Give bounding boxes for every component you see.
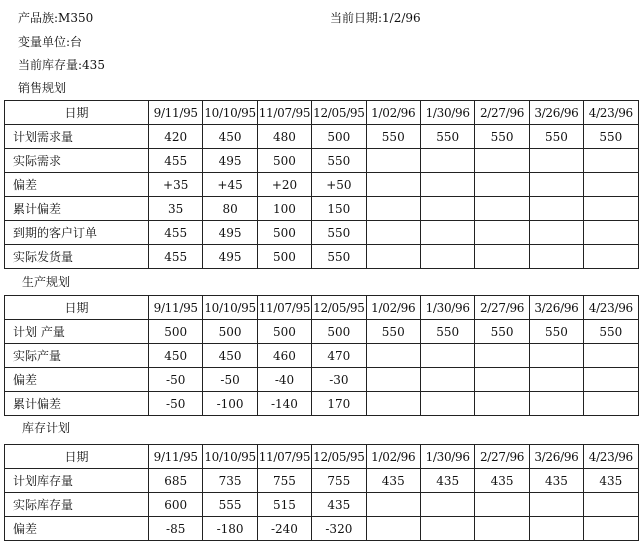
production-cell-value: 170 xyxy=(312,392,366,416)
sales-cell-value: +45 xyxy=(203,173,257,197)
sales-cell-value: 455 xyxy=(149,149,203,173)
inventory-table-row xyxy=(5,493,639,517)
production-row-label: 累计偏差 xyxy=(5,392,149,416)
sales-cell-value: +50 xyxy=(312,173,366,197)
inventory-date-column-header: 1/30/96 xyxy=(420,445,474,469)
sales-cell-value: 550 xyxy=(366,125,420,149)
production-cell-value: -50 xyxy=(203,368,257,392)
sales-cell-value xyxy=(475,173,529,197)
production-cell-value xyxy=(420,392,474,416)
sales-cell-value: 80 xyxy=(203,197,257,221)
product-family: 产品族:M350 xyxy=(18,11,94,25)
inventory-cell-value: 755 xyxy=(312,469,366,493)
production-cell-value: 500 xyxy=(257,320,311,344)
inventory-table-row xyxy=(5,469,639,493)
production-cell-value: -40 xyxy=(257,368,311,392)
sales-cell-value xyxy=(475,221,529,245)
sales-cell-value xyxy=(420,197,474,221)
inventory-date-column-header: 9/11/95 xyxy=(149,445,203,469)
sales-cell-value xyxy=(584,245,638,269)
inventory-date-column-header: 11/07/95 xyxy=(257,445,311,469)
sales-table-row xyxy=(5,245,639,269)
sales-date-header: 日期 xyxy=(5,101,149,125)
sales-cell-value xyxy=(475,197,529,221)
production-cell-value xyxy=(475,368,529,392)
sales-cell-value xyxy=(366,221,420,245)
production-date-column-header: 11/07/95 xyxy=(257,296,311,320)
sales-cell-value: 550 xyxy=(312,149,366,173)
inventory-cell-value xyxy=(475,517,529,541)
inventory-cell-value: 435 xyxy=(312,493,366,517)
sales-cell-value: +35 xyxy=(149,173,203,197)
production-date-column-header: 2/27/96 xyxy=(475,296,529,320)
production-cell-value: -100 xyxy=(203,392,257,416)
sales-table-row xyxy=(5,125,639,149)
production-cell-value: 550 xyxy=(366,320,420,344)
production-date-column-header: 3/26/96 xyxy=(529,296,583,320)
sales-cell-value xyxy=(420,173,474,197)
sales-row-label: 计划需求量 xyxy=(5,125,149,149)
production-table-row xyxy=(5,344,639,368)
sales-cell-value: 550 xyxy=(529,125,583,149)
production-cell-value xyxy=(475,344,529,368)
sales-cell-value: 35 xyxy=(149,197,203,221)
inventory-cell-value xyxy=(420,493,474,517)
production-date-column-header: 1/30/96 xyxy=(420,296,474,320)
sales-date-column-header: 2/27/96 xyxy=(475,101,529,125)
sales-cell-value: 550 xyxy=(475,125,529,149)
production-table-row xyxy=(5,320,639,344)
production-cell-value: 450 xyxy=(203,344,257,368)
production-cell-value xyxy=(584,392,638,416)
sales-cell-value: 500 xyxy=(257,221,311,245)
sales-cell-value: 480 xyxy=(257,125,311,149)
sales-cell-value: 420 xyxy=(149,125,203,149)
production-cell-value xyxy=(529,368,583,392)
sales-date-column-header: 12/05/95 xyxy=(312,101,366,125)
sales-table-row xyxy=(5,221,639,245)
production-plan-table xyxy=(4,295,639,416)
sales-cell-value xyxy=(529,149,583,173)
sales-row-label: 实际发货量 xyxy=(5,245,149,269)
inventory-cell-value: -180 xyxy=(203,517,257,541)
inventory-table-row xyxy=(5,517,639,541)
sales-cell-value xyxy=(584,173,638,197)
sales-table-row xyxy=(5,149,639,173)
inventory-row-label: 实际库存量 xyxy=(5,493,149,517)
production-cell-value: 470 xyxy=(312,344,366,368)
production-cell-value: -50 xyxy=(149,392,203,416)
sales-cell-value: +20 xyxy=(257,173,311,197)
sales-date-column-header: 10/10/95 xyxy=(203,101,257,125)
production-cell-value xyxy=(584,344,638,368)
inventory-plan-table xyxy=(4,444,639,541)
production-cell-value xyxy=(529,392,583,416)
sales-cell-value xyxy=(529,197,583,221)
production-header-row xyxy=(5,296,639,320)
inventory-cell-value xyxy=(420,517,474,541)
production-table-row xyxy=(5,392,639,416)
production-row-label: 计划 产量 xyxy=(5,320,149,344)
sales-date-column-header: 1/30/96 xyxy=(420,101,474,125)
sales-cell-value: 500 xyxy=(312,125,366,149)
sales-row-label: 偏差 xyxy=(5,173,149,197)
inventory-cell-value xyxy=(529,493,583,517)
sales-row-label: 到期的客户订单 xyxy=(5,221,149,245)
sales-cell-value: 550 xyxy=(312,245,366,269)
production-cell-value: 550 xyxy=(420,320,474,344)
sales-cell-value: 495 xyxy=(203,149,257,173)
sales-cell-value xyxy=(366,149,420,173)
inventory-header-row xyxy=(5,445,639,469)
production-cell-value xyxy=(584,368,638,392)
production-cell-value: 450 xyxy=(149,344,203,368)
sales-cell-value: 495 xyxy=(203,221,257,245)
production-cell-value xyxy=(420,368,474,392)
current-inventory: 当前库存量:435 xyxy=(18,58,105,72)
production-cell-value: 500 xyxy=(203,320,257,344)
sales-cell-value xyxy=(584,149,638,173)
production-date-column-header: 9/11/95 xyxy=(149,296,203,320)
production-cell-value: 500 xyxy=(149,320,203,344)
inventory-cell-value: 755 xyxy=(257,469,311,493)
production-plan-title: 生产规划 xyxy=(22,275,71,289)
sales-cell-value: 455 xyxy=(149,245,203,269)
production-date-column-header: 1/02/96 xyxy=(366,296,420,320)
production-cell-value: -140 xyxy=(257,392,311,416)
sales-cell-value xyxy=(420,245,474,269)
inventory-cell-value: 435 xyxy=(366,469,420,493)
inventory-cell-value xyxy=(475,493,529,517)
production-cell-value: 550 xyxy=(584,320,638,344)
inventory-date-column-header: 3/26/96 xyxy=(529,445,583,469)
sales-cell-value: 550 xyxy=(584,125,638,149)
inventory-cell-value: 735 xyxy=(203,469,257,493)
sales-cell-value xyxy=(366,245,420,269)
production-cell-value: 550 xyxy=(475,320,529,344)
sales-cell-value: 550 xyxy=(420,125,474,149)
production-table-row xyxy=(5,368,639,392)
sales-cell-value: 455 xyxy=(149,221,203,245)
inventory-cell-value: 515 xyxy=(257,493,311,517)
current-date: 当前日期:1/2/96 xyxy=(330,11,421,25)
inventory-cell-value xyxy=(584,493,638,517)
sales-cell-value: 450 xyxy=(203,125,257,149)
inventory-cell-value: 555 xyxy=(203,493,257,517)
sales-table-row xyxy=(5,173,639,197)
production-cell-value: 550 xyxy=(529,320,583,344)
inventory-cell-value xyxy=(584,517,638,541)
inventory-date-column-header: 12/05/95 xyxy=(312,445,366,469)
inventory-cell-value xyxy=(529,517,583,541)
sales-cell-value: 500 xyxy=(257,245,311,269)
sales-cell-value xyxy=(584,197,638,221)
sales-cell-value: 495 xyxy=(203,245,257,269)
inventory-date-column-header: 10/10/95 xyxy=(203,445,257,469)
sales-cell-value xyxy=(584,221,638,245)
inventory-cell-value: -320 xyxy=(312,517,366,541)
unit-label: 变量单位:台 xyxy=(18,35,83,49)
sales-cell-value xyxy=(529,221,583,245)
production-date-header: 日期 xyxy=(5,296,149,320)
inventory-date-header: 日期 xyxy=(5,445,149,469)
inventory-cell-value: 435 xyxy=(475,469,529,493)
sales-cell-value xyxy=(475,245,529,269)
inventory-cell-value: 435 xyxy=(584,469,638,493)
sales-cell-value: 500 xyxy=(257,149,311,173)
sales-date-column-header: 9/11/95 xyxy=(149,101,203,125)
sales-row-label: 实际需求 xyxy=(5,149,149,173)
sales-cell-value xyxy=(420,149,474,173)
sales-date-column-header: 3/26/96 xyxy=(529,101,583,125)
production-cell-value xyxy=(366,344,420,368)
production-cell-value: 500 xyxy=(312,320,366,344)
sales-date-column-header: 11/07/95 xyxy=(257,101,311,125)
sales-row-label: 累计偏差 xyxy=(5,197,149,221)
production-row-label: 实际产量 xyxy=(5,344,149,368)
inventory-cell-value: 435 xyxy=(420,469,474,493)
inventory-cell-value: -85 xyxy=(149,517,203,541)
production-cell-value xyxy=(529,344,583,368)
sales-date-column-header: 1/02/96 xyxy=(366,101,420,125)
inventory-plan-title: 库存计划 xyxy=(22,421,71,435)
inventory-cell-value: 435 xyxy=(529,469,583,493)
sales-date-column-header: 4/23/96 xyxy=(584,101,638,125)
production-date-column-header: 4/23/96 xyxy=(584,296,638,320)
production-date-column-header: 12/05/95 xyxy=(312,296,366,320)
sales-cell-value xyxy=(366,173,420,197)
sales-cell-value: 100 xyxy=(257,197,311,221)
sales-header-row xyxy=(5,101,639,125)
inventory-row-label: 计划库存量 xyxy=(5,469,149,493)
inventory-cell-value xyxy=(366,493,420,517)
inventory-cell-value: 685 xyxy=(149,469,203,493)
production-cell-value xyxy=(366,368,420,392)
sales-cell-value xyxy=(475,149,529,173)
inventory-date-column-header: 2/27/96 xyxy=(475,445,529,469)
production-cell-value: 460 xyxy=(257,344,311,368)
sales-cell-value xyxy=(529,245,583,269)
inventory-row-label: 偏差 xyxy=(5,517,149,541)
inventory-cell-value xyxy=(366,517,420,541)
sales-table-row xyxy=(5,197,639,221)
production-cell-value xyxy=(366,392,420,416)
inventory-cell-value: 600 xyxy=(149,493,203,517)
sales-cell-value xyxy=(420,221,474,245)
production-row-label: 偏差 xyxy=(5,368,149,392)
production-date-column-header: 10/10/95 xyxy=(203,296,257,320)
inventory-date-column-header: 4/23/96 xyxy=(584,445,638,469)
sales-cell-value: 550 xyxy=(312,221,366,245)
inventory-cell-value: -240 xyxy=(257,517,311,541)
production-cell-value xyxy=(475,392,529,416)
sales-plan-table xyxy=(4,100,639,269)
sales-cell-value xyxy=(529,173,583,197)
production-cell-value: -30 xyxy=(312,368,366,392)
production-cell-value: -50 xyxy=(149,368,203,392)
sales-plan-title: 销售规划 xyxy=(18,81,67,95)
production-cell-value xyxy=(420,344,474,368)
sales-cell-value xyxy=(366,197,420,221)
sales-cell-value: 150 xyxy=(312,197,366,221)
inventory-date-column-header: 1/02/96 xyxy=(366,445,420,469)
